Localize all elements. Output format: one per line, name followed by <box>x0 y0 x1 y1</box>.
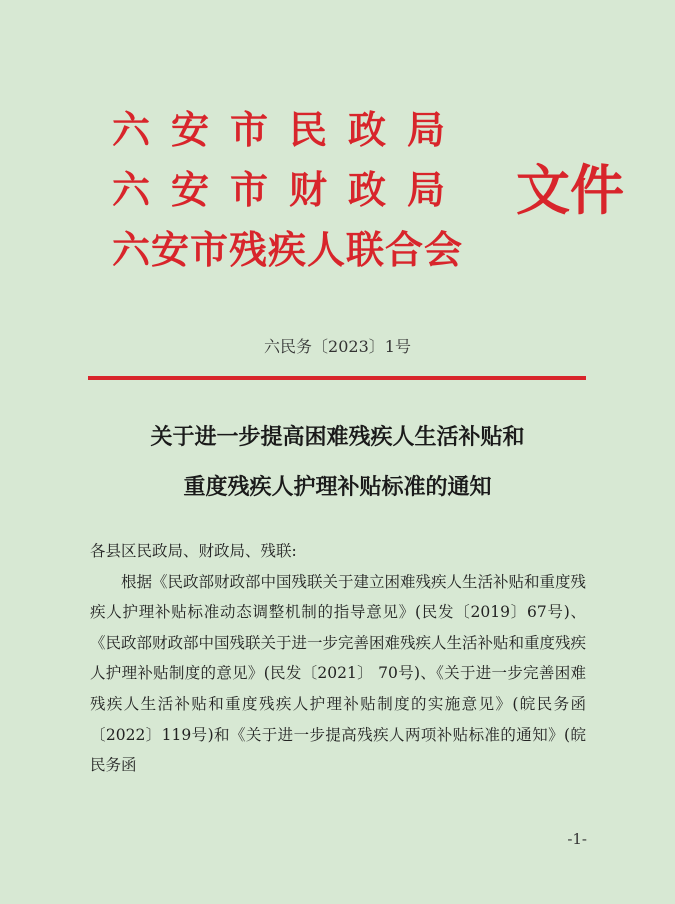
issuer-finance-bureau: 六安市财政局 <box>112 167 467 212</box>
salutation: 各县区民政局、财政局、残联: <box>90 542 297 560</box>
issuer-disabled-persons-federation: 六安市残疾人联合会 <box>112 227 464 272</box>
page-number: -1- <box>567 830 587 848</box>
issuer-civil-affairs-bureau: 六安市民政局 <box>112 107 467 152</box>
document-number: 六民务〔2023〕1号 <box>264 337 411 356</box>
body-paragraph: 根据《民政部财政部中国残联关于建立困难残疾人生活补贴和重度残疾人护理补贴标准动态调整机制的指导意见》(民发〔2019〕67号)、《民政部财政部中国残联关于进一步完善困难残疾人生活补贴和重度残疾人护理补贴制度的意见》(民发〔2021〕 70号)、《关于进一步完善困难残疾人生活补贴和重度残疾人护理补贴制度的实施意见》(皖民务函〔2022〕119号)和《关于进一步提高残疾人两项补贴标准的通知》(皖民务函 <box>90 572 587 775</box>
document-type-label: 文件 <box>516 158 624 222</box>
document-title-line-2: 重度残疾人护理补贴标准的通知 <box>183 474 492 500</box>
document-title-line-1: 关于进一步提高困难残疾人生活补贴和 <box>150 424 525 450</box>
red-divider-line <box>88 376 586 380</box>
document-body <box>90 536 586 781</box>
issuing-agencies <box>112 100 466 280</box>
